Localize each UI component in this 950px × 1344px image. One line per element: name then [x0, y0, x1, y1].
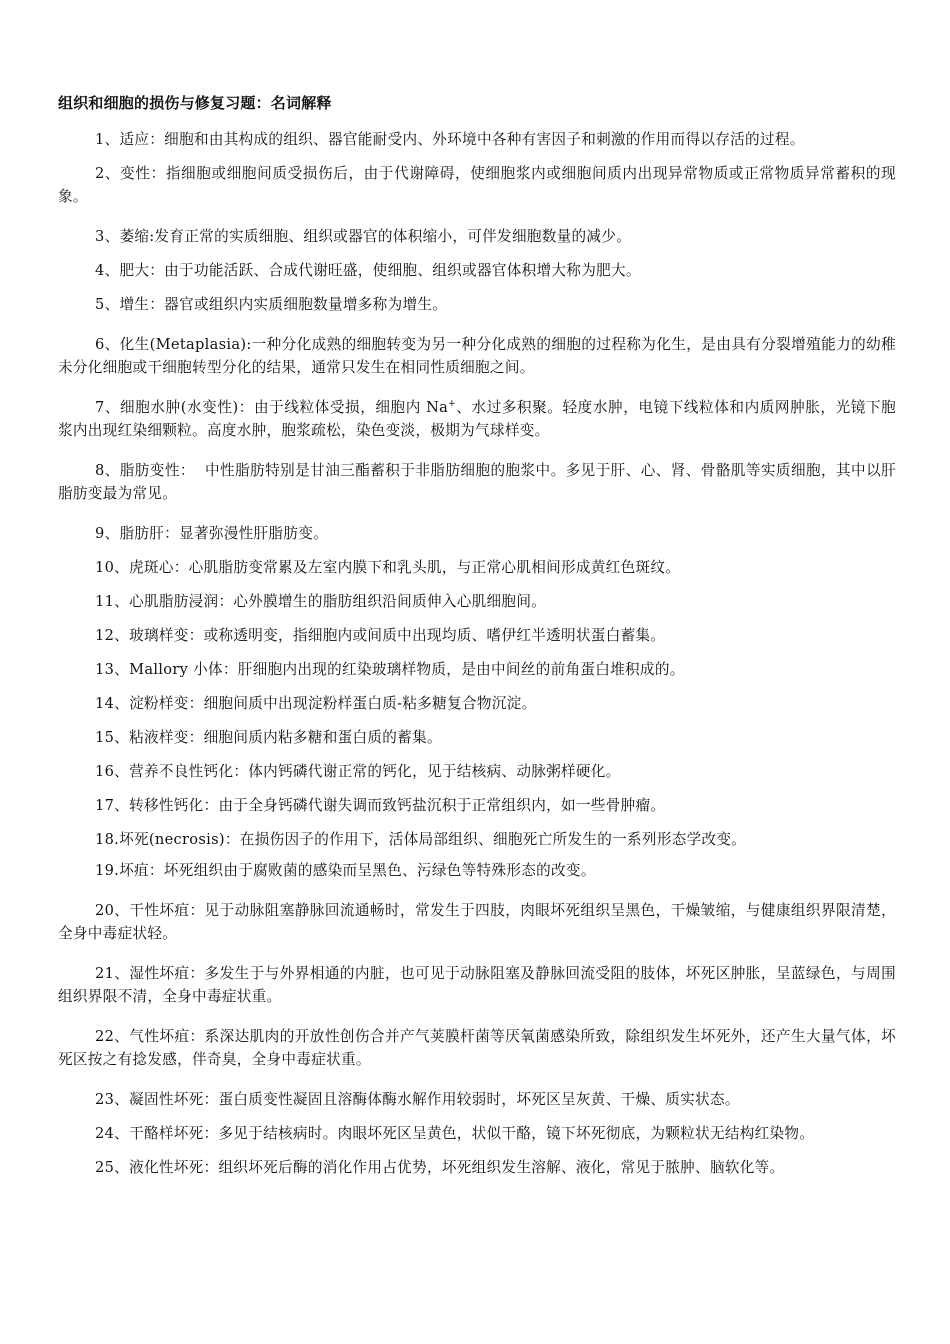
- item-number: 20、: [95, 902, 130, 919]
- item-term: Mallory 小体：: [129, 661, 238, 678]
- item-term: 湿性坏疽：: [129, 965, 205, 982]
- item-term: 化生(Metaplasia):: [119, 336, 252, 353]
- list-item: [58, 1156, 896, 1179]
- list-item: [58, 590, 896, 613]
- item-number: 18.: [95, 831, 120, 848]
- item-term: 淀粉样变：: [129, 695, 204, 712]
- item-definition: 蛋白质变性凝固且溶酶体酶水解作用较弱时，坏死区呈灰黄、干燥、质实状态。: [218, 1091, 740, 1108]
- list-item: [58, 333, 896, 379]
- item-definition: 由于全身钙磷代谢失调而致钙盐沉积于正常组织内，如一些骨肿瘤。: [218, 797, 666, 814]
- item-number: 6、: [95, 336, 120, 353]
- item-term: 气性坏疽：: [129, 1028, 205, 1045]
- list-item: [58, 556, 896, 579]
- list-item: [58, 760, 896, 783]
- list-item: [58, 1122, 896, 1145]
- item-definition: 多见于结核病时。肉眼坏死区呈黄色，状似干酪，镜下坏死彻底，为颗粒状无结构红染物。: [218, 1125, 815, 1142]
- item-term: 玻璃样变：: [129, 627, 204, 644]
- item-definition: 细胞间质中出现淀粉样蛋白质-粘多糖复合物沉淀。: [203, 695, 537, 712]
- item-number: 4、: [95, 262, 120, 279]
- list-item: [58, 459, 896, 505]
- item-definition: 多发生于与外界相通的内脏，也可见于动脉阻塞及静脉回流受阻的肢体，坏死区肿胀，呈蓝绿色，与周围组织界限不清，全身中毒症状重。: [58, 965, 896, 1005]
- item-term: 凝固性坏死：: [129, 1091, 219, 1108]
- list-item: [58, 293, 896, 316]
- item-number: 16、: [95, 763, 130, 780]
- list-item: [58, 1088, 896, 1111]
- item-term: 干性坏疽：: [129, 902, 205, 919]
- item-definition: 体内钙磷代谢正常的钙化，见于结核病、动脉粥样硬化。: [248, 763, 621, 780]
- item-definition: 细胞和由其构成的组织、器官能耐受内、外环境中各种有害因子和刺激的作用而得以存活的过程。: [164, 131, 805, 148]
- item-definition: 肝细胞内出现的红染玻璃样物质，是由中间丝的前角蛋白堆积成的。: [237, 661, 685, 678]
- item-number: 1、: [95, 131, 120, 148]
- item-number: 19.: [95, 862, 120, 879]
- item-number: 7、: [95, 399, 121, 416]
- superscript-plus: +: [448, 399, 457, 410]
- list-item: [58, 396, 896, 442]
- item-definition: 指细胞或细胞间质受损伤后，由于代谢障碍，使细胞浆内或细胞间质内出现异常物质或正常物质异常蓄积的现象。: [58, 165, 897, 205]
- item-term: 脂肪肝：: [119, 525, 180, 542]
- item-term: 脂肪变性：: [119, 462, 195, 479]
- list-item: [58, 624, 896, 647]
- item-number: 23、: [95, 1091, 130, 1108]
- item-number: 9、: [95, 525, 120, 542]
- list-item: [58, 128, 896, 151]
- item-definition: 发育正常的实质细胞、组织或器官的体积缩小，可伴发细胞数量的减少。: [154, 228, 632, 245]
- list-item: [58, 899, 896, 945]
- item-term: 粘液样变：: [129, 729, 204, 746]
- item-term: 营养不良性钙化：: [129, 763, 249, 780]
- list-item: [58, 1025, 896, 1071]
- item-definition: 由于线粒体受损，细胞内 Na: [253, 399, 449, 416]
- item-term: 坏疽：: [119, 862, 164, 879]
- item-term: 适应：: [119, 131, 165, 148]
- list-item: [58, 962, 896, 1008]
- list-item: [58, 828, 896, 851]
- item-number: 3、: [95, 228, 120, 245]
- item-term: 坏死(necrosis)：: [119, 831, 240, 848]
- item-number: 24、: [95, 1125, 130, 1142]
- item-definition: 细胞间质内粘多糖和蛋白质的蓄集。: [203, 729, 442, 746]
- item-definition: 或称透明变，指细胞内或间质中出现均质、嗜伊红半透明状蛋白蓄集。: [203, 627, 666, 644]
- list-item: [58, 259, 896, 282]
- item-term: 增生：: [119, 296, 165, 313]
- list-item: [58, 522, 896, 545]
- item-number: 21、: [95, 965, 130, 982]
- item-definition-cont: 、水过多积聚。轻度水肿，电镜下线粒体和内质网肿胀，光镜下胞浆内出现红染细颗粒。高度水肿，胞浆疏松，染色变淡，极期为气球样变。: [58, 399, 897, 439]
- list-item: [58, 225, 896, 248]
- item-number: 13、: [95, 661, 130, 678]
- item-number: 2、: [95, 165, 121, 182]
- item-definition: 在损伤因子的作用下，活体局部组织、细胞死亡所发生的一系列形态学改变。: [239, 831, 747, 848]
- item-term: 细胞水肿(水变性)：: [120, 399, 254, 416]
- item-term: 虎斑心：: [129, 559, 189, 576]
- list-item: [58, 794, 896, 817]
- definition-list: [58, 128, 896, 1179]
- list-item: [58, 726, 896, 749]
- item-definition: 心外膜增生的脂肪组织沿间质伸入心肌细胞间。: [233, 593, 547, 610]
- item-definition: 由于功能活跃、合成代谢旺盛，使细胞、组织或器官体积增大称为肥大。: [164, 262, 641, 279]
- item-number: 14、: [95, 695, 130, 712]
- item-number: 25、: [95, 1159, 130, 1176]
- item-number: 5、: [95, 296, 120, 313]
- item-definition: 一种分化成熟的细胞转变为另一种分化成熟的细胞的过程称为化生，是由具有分裂增殖能力的幼稚未分化细胞或干细胞转型分化的结果，通常只发生在相同性质细胞之间。: [58, 336, 896, 376]
- list-item: [58, 692, 896, 715]
- item-definition: 系深达肌肉的开放性创伤合并产气荚膜杆菌等厌氧菌感染所致，除组织发生坏死外，还产生大量气体，坏死区按之有捻发感，伴奇臭，全身中毒症状重。: [58, 1028, 896, 1068]
- document-page: [58, 92, 896, 1190]
- item-term: 干酪样坏死：: [129, 1125, 219, 1142]
- item-number: 8、: [95, 462, 120, 479]
- item-definition: 组织坏死后酶的消化作用占优势，坏死组织发生溶解、液化，常见于脓肿、脑软化等。: [218, 1159, 785, 1176]
- item-definition: 心肌脂肪变常累及左室内膜下和乳头肌，与正常心肌相间形成黄红色斑纹。: [188, 559, 681, 576]
- item-definition: 中性脂肪特别是甘油三酯蓄积于非脂肪细胞的胞浆中。多见于肝、心、肾、骨骼肌等实质细胞，其中以肝脂肪变最为常见。: [58, 462, 896, 502]
- item-number: 22、: [95, 1028, 130, 1045]
- item-definition: 器官或组织内实质细胞数量增多称为增生。: [164, 296, 448, 313]
- item-definition: 见于动脉阻塞静脉回流通畅时，常发生于四肢，肉眼坏死组织呈黑色，干燥皱缩，与健康组织界限清楚，全身中毒症状轻。: [58, 902, 896, 942]
- item-term: 萎缩:: [119, 228, 155, 245]
- item-number: 10、: [95, 559, 130, 576]
- item-term: 变性：: [120, 165, 166, 182]
- list-item: [58, 658, 896, 681]
- item-definition: 坏死组织由于腐败菌的感染而呈黑色、污绿色等特殊形态的改变。: [163, 862, 596, 879]
- document-title: 组织和细胞的损伤与修复习题：名词解释: [58, 94, 332, 112]
- item-term: 肥大：: [119, 262, 165, 279]
- item-number: 11、: [95, 593, 130, 610]
- item-term: 转移性钙化：: [129, 797, 219, 814]
- item-definition: 显著弥漫性肝脂肪变。: [179, 525, 329, 542]
- item-term: 液化性坏死：: [129, 1159, 219, 1176]
- list-item: [58, 162, 896, 208]
- item-term: 心肌脂肪浸润：: [129, 593, 234, 610]
- item-number: 17、: [95, 797, 130, 814]
- item-number: 12、: [95, 627, 130, 644]
- item-number: 15、: [95, 729, 130, 746]
- list-item: [58, 859, 896, 882]
